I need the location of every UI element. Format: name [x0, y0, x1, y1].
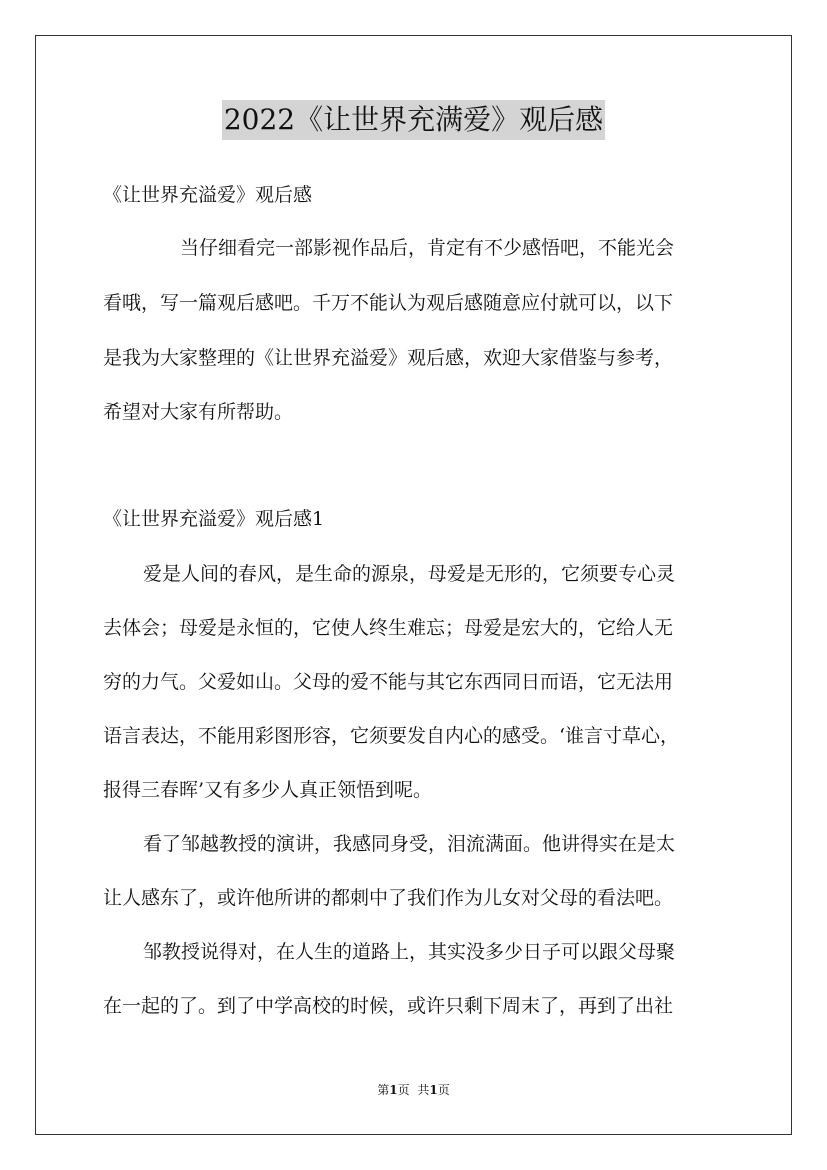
body-line: 爱是人间的春风，是生命的源泉，母爱是无形的，它须要专心灵	[143, 563, 676, 585]
body-line: 在一起的了。到了中学高校的时候，或许只剩下周末了，再到了出社	[103, 995, 674, 1017]
body-line: 穷的力气。父爱如山。父母的爱不能与其它东西同日而语，它无法用	[103, 671, 674, 693]
total-suffix: 页	[437, 1083, 450, 1097]
page-total: 1	[429, 1083, 438, 1097]
body-line: 让人感东了，或许他所讲的都刺中了我们作为儿女对父母的看法吧。	[103, 887, 674, 909]
total-prefix: 共	[417, 1083, 430, 1097]
document-subtitle: 《让世界充溢爱》观后感	[103, 184, 313, 206]
body-line: 去体会；母爱是永恒的，它使人终生难忘；母爱是宏大的，它给人无	[103, 617, 674, 639]
page-suffix: 页	[397, 1083, 410, 1097]
page-current: 1	[389, 1083, 398, 1097]
body-line: 报得三春晖’又有多少人真正领悟到呢。	[103, 779, 433, 801]
intro-line: 看哦，写一篇观后感吧。千万不能认为观后感随意应付就可以，以下	[103, 292, 674, 314]
title-container	[0, 100, 827, 140]
section-heading: 《让世界充溢爱》观后感1	[103, 508, 325, 530]
page-footer	[0, 1082, 827, 1098]
body-line: 邹教授说得对，在人生的道路上，其实没多少日子可以跟父母聚	[143, 941, 676, 963]
intro-line: 是我为大家整理的《让世界充溢爱》观后感，欢迎大家借鉴与参考，	[103, 347, 674, 369]
intro-line: 希望对大家有所帮助。	[103, 401, 294, 423]
body-line: 看了邹越教授的演讲，我感同身受，泪流满面。他讲得实在是太	[143, 833, 676, 855]
intro-line: 当仔细看完一部影视作品后，肯定有不少感悟吧，不能光会	[180, 237, 675, 259]
body-line: 语言表达，不能用彩图形容，它须要发自内心的感受。‘谁言寸草心，	[103, 725, 680, 747]
document-title: 2022《让世界充满爱》观后感	[222, 100, 605, 140]
page-prefix: 第	[377, 1083, 390, 1097]
